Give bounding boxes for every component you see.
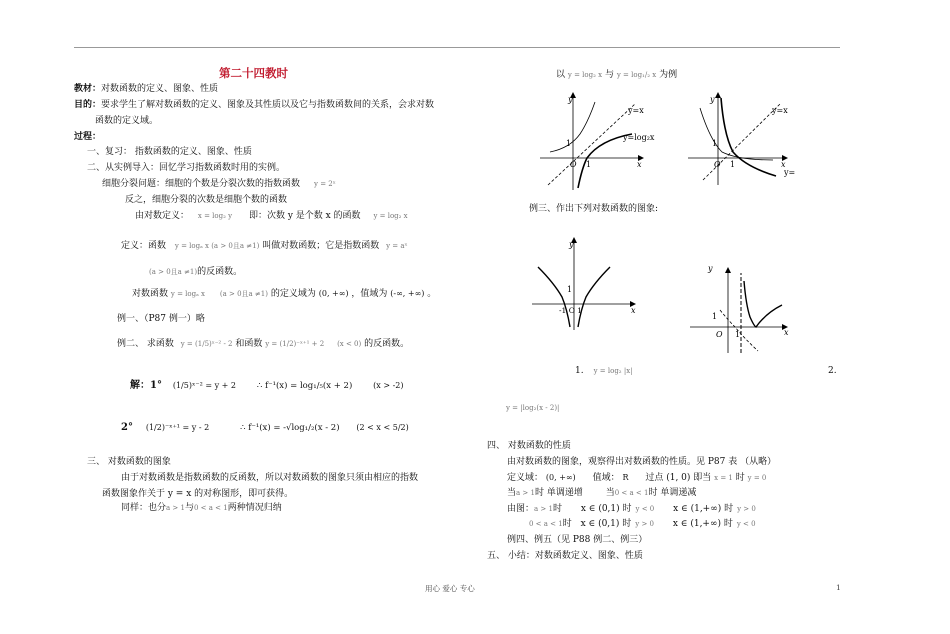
origin-label: O xyxy=(716,330,723,339)
cell-line-1: 细胞分裂问题：细胞的个数是分裂次数的指数函数 y = 2ˣ xyxy=(102,179,336,189)
domain-range-line: 定义域： (0, +∞) 值域： R 过点 (1, 0) 即当 x = 1 时 y = 0 xyxy=(507,473,767,483)
page-title: 第二十四教时 xyxy=(219,66,288,80)
axis-label-y: y xyxy=(569,240,574,249)
step-1: 一、复习： 指数函数的定义、图象、性质 xyxy=(87,147,252,157)
label-yx: y=x xyxy=(772,106,788,115)
goal-line-1: 目的：要求学生了解对数函数的定义、图象及其性质以及它与指数函数间的关系，会求对数 xyxy=(74,100,435,110)
tick-1: 1 xyxy=(712,312,718,321)
tick-1: 1 xyxy=(566,139,572,148)
cell-line-2: 反之，细胞分裂的次数是细胞个数的函数 xyxy=(125,195,288,205)
tick-1: 1 xyxy=(730,160,736,169)
graph-arrow xyxy=(715,92,721,98)
graph-arrow xyxy=(725,267,731,273)
examples-4-5: 例四、例五（见 P88 例二、例三） xyxy=(507,535,648,545)
formula-2-label: 2. xyxy=(828,366,837,376)
graph-intro: 以 y = log₂ x 与 y = log₁/₂ x 为例 xyxy=(556,70,678,80)
curve-right xyxy=(578,267,610,327)
domain-line: 对数函数 y = logₐ x (a > 0且a ≠1) 的定义域为 (0, +∞) ，值域为 (-∞, +∞) 。 xyxy=(132,289,437,299)
footer-motto: 用心 爱心 专心 xyxy=(425,584,475,593)
cell-line-3: 由对数定义： x = log₂ y 即：次数 y 是个数 x 的函数 y = log₂ x xyxy=(135,211,408,221)
step-3: 三、 对数函数的图象 xyxy=(87,457,171,467)
graph-log2 xyxy=(540,90,660,190)
curve-solid xyxy=(744,281,782,327)
step-2: 二、从实例导入：回忆学习指数函数时用的实例。 xyxy=(87,163,286,173)
step-4: 四、 对数函数的性质 xyxy=(487,441,571,451)
header-rule xyxy=(74,47,840,48)
axis-label-x: x xyxy=(781,160,786,169)
axis-label-y: y xyxy=(568,95,573,104)
material-line: 教材：对数函数的定义、图象、性质 xyxy=(74,84,219,94)
page-number: 1 xyxy=(836,583,841,592)
axis-label-x: x xyxy=(631,306,636,315)
tick-1: 1 xyxy=(586,160,592,169)
axis-label-x: x xyxy=(637,160,642,169)
origin-label: O xyxy=(714,160,721,169)
x-ticks: -1 O 1 xyxy=(559,306,582,315)
tick-1: 1 xyxy=(712,139,718,148)
tick-1: 1 xyxy=(735,330,741,339)
curve-label: y= xyxy=(784,168,796,177)
example-1: 例一、（P87 例一）略 xyxy=(117,314,205,324)
axis-label-y: y xyxy=(708,264,713,273)
label-yx: y=x xyxy=(628,106,644,115)
line-y-eq-x xyxy=(548,104,635,185)
solution-1: 解：1° (1/5)ˣ⁻² = y + 2 ∴ f⁻¹(x) = log₁/₅(x + 2) (x > -2) xyxy=(130,380,404,391)
origin-label: O xyxy=(570,160,577,169)
sign-line-2: 0 < a < 1时 x ∈ (0,1) 时 y > 0 x ∈ (1,+∞) 时 y < 0 xyxy=(529,519,756,529)
curve-exp xyxy=(700,108,773,160)
curve-exp xyxy=(550,102,595,152)
example-3: 例三、作出下列对数函数的图象: xyxy=(529,204,659,214)
axis-label-y: y xyxy=(710,95,715,104)
step-3-para-1: 由于对数函数是指数函数的反函数，所以对数函数的图象只须由相应的指数 xyxy=(121,473,419,483)
graph-abs-log-shift xyxy=(690,265,800,365)
graph-log2-abs xyxy=(532,235,642,335)
axis-label-x: x xyxy=(784,328,789,337)
step-5: 五、 小结：对数函数定义、图象、性质 xyxy=(487,551,643,561)
step-3-para-3: 同样：也分a > 1与0 < a < 1两种情况归纳 xyxy=(121,503,282,513)
definition-line-2: (a > 0且a ≠1)的反函数。 xyxy=(149,267,243,277)
monotonic-line: 当a > 1时 单调递增 当0 < a < 1时 单调递减 xyxy=(507,488,697,498)
curve-label: y=log₂x xyxy=(623,133,655,142)
goal-line-2: 函数的定义域。 xyxy=(95,116,159,126)
example-2: 例二、 求函数 y = (1/5)ˣ⁻² - 2 和函数 y = (1/2)⁻ˣ⁺¹ + 2 (x < 0) 的反函数。 xyxy=(117,339,410,349)
graph-log-half xyxy=(688,90,808,190)
solution-2: 2° (1/2)⁻ˣ⁺¹ = y - 2 ∴ f⁻¹(x) = -√log₁/₂(x - 2) (2 < x < 5/2) xyxy=(121,422,409,433)
formula-1: 1. y = log₂ |x| xyxy=(575,366,633,376)
definition-line: 定义：函数 y = logₐ x (a > 0且a ≠1) 叫做对数函数；它是指数函数 y = aˣ xyxy=(121,241,408,251)
sign-line-1: 由图：a > 1时 x ∈ (0,1) 时 y < 0 x ∈ (1,+∞) 时 y > 0 xyxy=(507,504,756,514)
tick-1: 1 xyxy=(567,285,573,294)
step-4-para-1: 由对数函数的图象，观察得出对数函数的性质。见 P87 表 （从略） xyxy=(507,457,777,467)
process-label: 过程： xyxy=(74,132,102,142)
formula-2: y = |log₂(x - 2)| xyxy=(506,404,560,412)
step-3-para-2: 函数图象作关于 y = x 的对称图形，即可获得。 xyxy=(102,489,294,499)
